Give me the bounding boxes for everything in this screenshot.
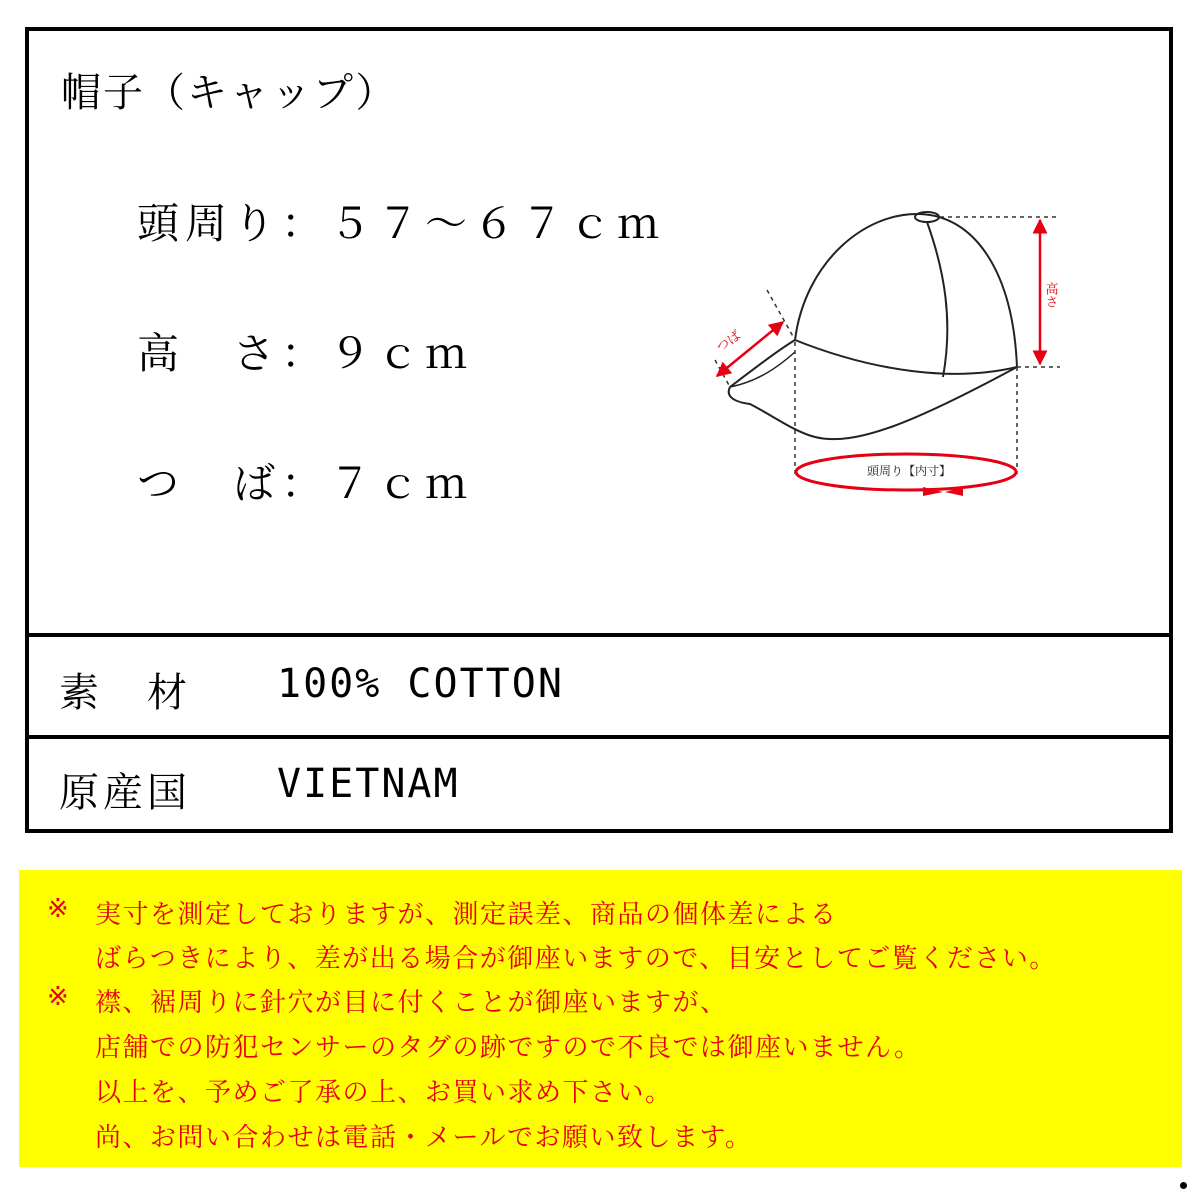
brim-label: つば	[713, 328, 744, 356]
spec-circumference: 頭周り：５７～６７ｃｍ	[137, 199, 666, 248]
notice-line-1: 実寸を測定しておりますが、測定誤差、商品の個体差による	[95, 900, 838, 930]
notice-line-5: 以上を、予めご了承の上、お買い求め下さい。	[95, 1078, 673, 1108]
spec-height: 高 さ：９ｃｍ	[137, 329, 474, 378]
origin-label: 原産国	[59, 770, 191, 816]
notice-box	[19, 870, 1182, 1167]
circumference-label: 頭周り【内寸】	[867, 464, 952, 478]
material-value: 100% COTTON	[277, 661, 564, 707]
height-label: 高さ	[1042, 282, 1058, 308]
cap-crown	[795, 214, 1017, 374]
divider-origin	[29, 735, 1169, 739]
material-label: 素 材	[59, 670, 191, 716]
notice-line-2: ばらつきにより、差が出る場合が御座いますので、目安としてご覧ください。	[95, 944, 1057, 974]
product-title: 帽子（キャップ）	[61, 70, 398, 116]
notice-mark-1: ※	[47, 894, 69, 924]
divider-material	[29, 633, 1169, 637]
notice-line-3: 襟、裾周りに針穴が目に付くことが御座いますが、	[95, 988, 728, 1018]
spec-brim: つ ば：７ｃｍ	[137, 459, 474, 508]
cap-seam	[927, 222, 947, 377]
notice-mark-2: ※	[47, 982, 69, 1012]
cap-brim	[729, 340, 1017, 439]
corner-dot	[1180, 1182, 1187, 1189]
notice-line-4: 店舗での防犯センサーのタグの跡ですので不良では御座いません。	[95, 1033, 922, 1063]
notice-line-6: 尚、お問い合わせは電話・メールでお願い致します。	[95, 1123, 753, 1153]
origin-value: VIETNAM	[277, 761, 460, 807]
cap-diagram	[695, 182, 1075, 502]
